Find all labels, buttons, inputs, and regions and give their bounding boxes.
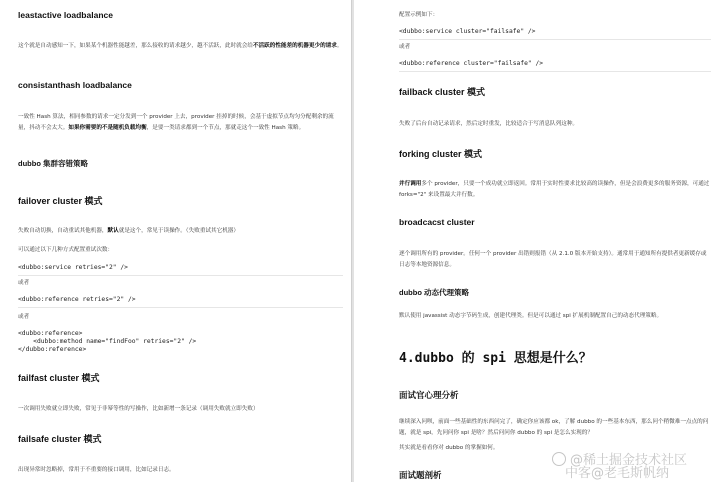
paragraph-failsafe: 出现异常时忽略掉，常用于不重要的接口调用，比如记录日志。 xyxy=(18,467,175,473)
paragraph-proxy: 默认使用 javassist 动态字节码生成，创建代理类。但是可以通过 spi 扩展机制配置自己的动态代理策略。 xyxy=(399,313,663,319)
watermark-logo-icon xyxy=(552,452,566,466)
paragraph-broadcast: 逐个调用所有的 provider。任何一个 provider 出错则报错（从 2.1.0 版本开始支持）。通常用于通知所有提供者更新缓存或日志等本地资源信息。 xyxy=(399,251,707,268)
heading-leastactive: leastactive loadbalance xyxy=(18,10,113,20)
heading-analysis: 面试官心理分析 xyxy=(399,390,459,400)
paragraph-config-example: 配置示例如下： xyxy=(399,12,439,18)
text-or: 或者 xyxy=(18,280,30,286)
paragraph-failfast: 一次调用失败就立即失败，常见于非幂等性的写操作，比如新增一条记录（调用失败就立即失败） xyxy=(18,406,259,412)
heading-failsafe: failsafe cluster 模式 xyxy=(18,434,102,444)
paragraph-analysis-2: 其实就是看看你对 dubbo 的掌握如何。 xyxy=(399,445,499,451)
paragraph-consistanthash: 一致性 Hash 算法，相同参数的请求一定分发到一个 provider 上去，provider 挂掉的时候，会基于虚拟节点均匀分配剩余的流量，抖动不会太大。如果你需要的不是随机负载均衡，是要一类请求都到一个节点，那就走这个一致性 Hash 策略。 xyxy=(18,114,334,131)
paragraph-forking: 并行调用多个 provider，只要一个成功就立即返回。常用于实时性要求比较高的读操作，但是会浪费更多的服务资源，可通过 forks="2" 来设置最大并行数。 xyxy=(399,181,710,198)
right-page xyxy=(357,0,720,482)
code-reference-method: <dubbo:reference> <dubbo:method name="findFoo" retries="2" /> </dubbo:reference> xyxy=(18,330,197,353)
watermark-line2: 中客@老毛斯帆纳 xyxy=(565,466,670,481)
text-or: 或者 xyxy=(18,314,30,320)
code-reference-retries: <dubbo:reference retries="2" /> xyxy=(18,296,136,303)
watermark-line1: @稀土掘金技术社区 xyxy=(570,453,688,468)
heading-failfast: failfast cluster 模式 xyxy=(18,373,100,383)
heading-failback: failback cluster 模式 xyxy=(399,87,486,97)
code-divider xyxy=(399,39,711,40)
code-divider xyxy=(399,71,711,72)
heading-proxy: dubbo 动态代理策略 xyxy=(399,288,469,297)
code-service-cluster: <dubbo:service cluster="failsafe" /> xyxy=(399,28,536,35)
code-divider xyxy=(18,307,343,308)
paragraph-leastactive: 这个就是自动感知一下，如果某个机器性能越差，那么接收的请求越少，越不活跃，此时就会给不活跃的性能差的机器更少的请求。 xyxy=(18,43,343,49)
heading-consistanthash: consistanthash loadbalance xyxy=(18,80,132,90)
left-page xyxy=(0,0,349,482)
heading-dissect: 面试题剖析 xyxy=(399,470,442,480)
text-or: 或者 xyxy=(399,44,411,50)
heading-spi: 4.dubbo 的 spi 思想是什么？ xyxy=(399,351,592,366)
code-divider xyxy=(18,275,343,276)
paragraph-failback: 失败了后台自动记录请求，然后定时重发，比较适合于写消息队列这种。 xyxy=(399,121,579,127)
heading-forking: forking cluster 模式 xyxy=(399,149,483,159)
page-divider xyxy=(351,0,354,482)
paragraph-analysis: 继续深入问呗，前面一些基础性的东西问完了，确定你应该都 ok，了解 dubbo 的一些基本东西，那么问个稍微难一点点的问题，就是 spi，先问问你 spi 是啥？然后问问你 dubbo 的 spi 是怎么实现的？ xyxy=(399,419,709,436)
paragraph-retry-config: 可以通过以下几种方式配置重试次数： xyxy=(18,247,114,253)
heading-cluster-strategy: dubbo 集群容错策略 xyxy=(18,159,88,168)
code-service-retries: <dubbo:service retries="2" /> xyxy=(18,264,128,271)
heading-broadcast: broadcacst cluster xyxy=(399,217,475,227)
heading-failover: failover cluster 模式 xyxy=(18,196,103,206)
code-reference-cluster: <dubbo:reference cluster="failsafe" /> xyxy=(399,60,544,67)
paragraph-failover: 失败自动切换，自动重试其他机器，默认就是这个，常见于读操作。（失败重试其它机器） xyxy=(18,228,239,234)
